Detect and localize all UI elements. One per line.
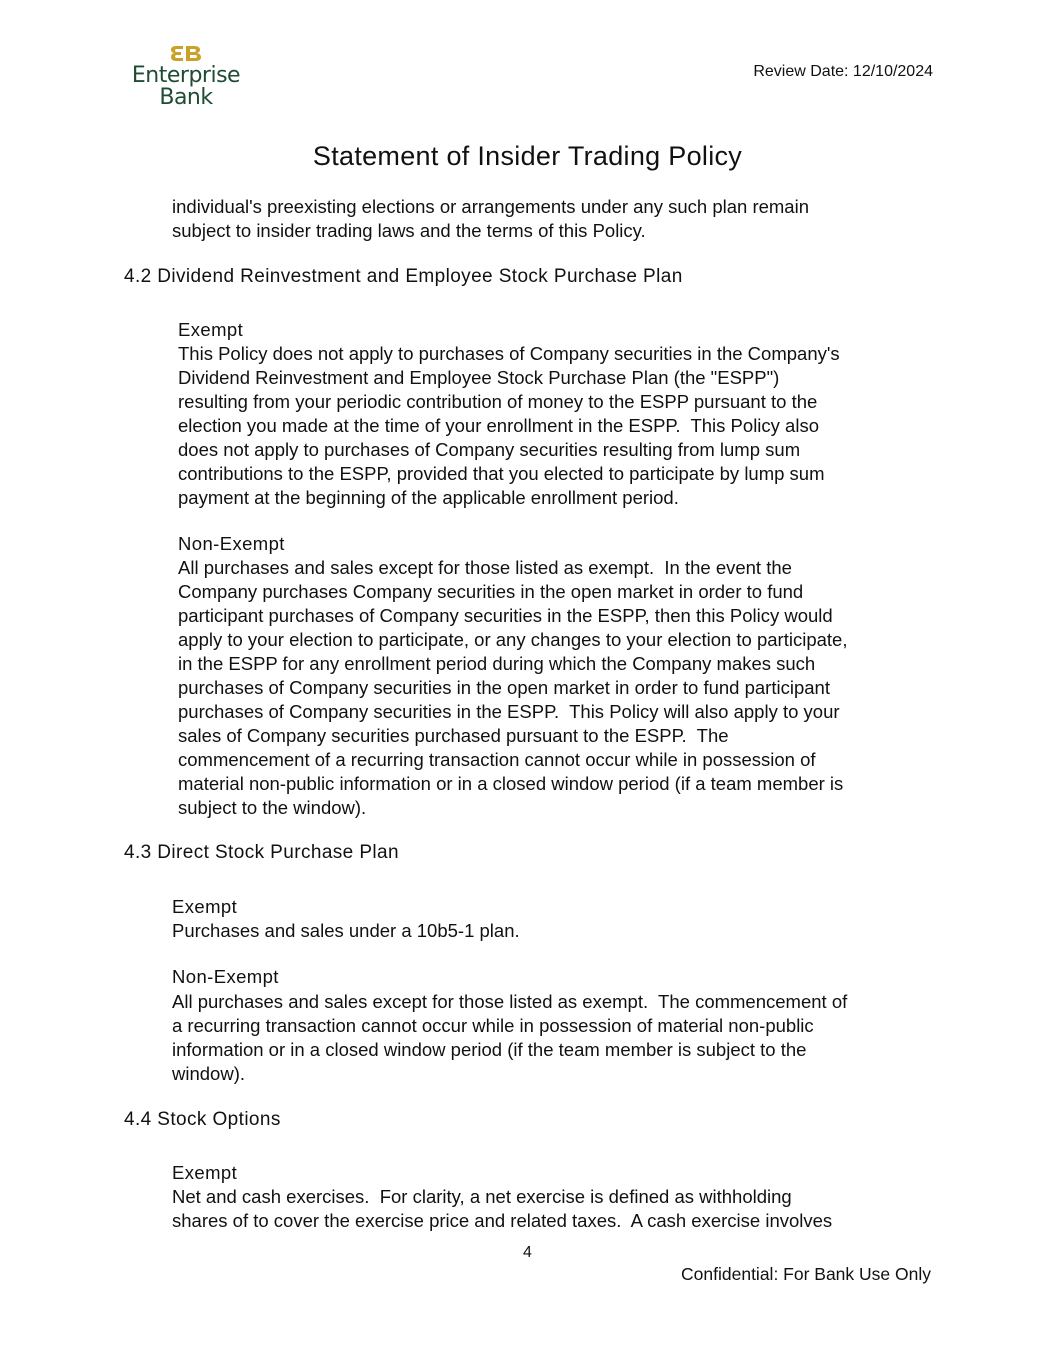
text-line: Dividend Reinvestment and Employee Stock Purchase Plan (the "ESPP") [178, 367, 780, 388]
text-line: election you made at the time of your enrollment in the ESPP. This Policy also [178, 415, 819, 436]
text-line: participant purchases of Company securities in the ESPP, then this Policy would [178, 605, 833, 626]
text-line: individual's preexisting elections or arrangements under any such plan remain [172, 196, 809, 217]
text-line: subject to the window). [178, 797, 367, 818]
text-line: in the ESPP for any enrollment period during which the Company makes such [178, 653, 816, 674]
page-title: Statement of Insider Trading Policy [312, 141, 743, 171]
text-line: All purchases and sales except for those listed as exempt. In the event the [178, 557, 792, 578]
text-line: This Policy does not apply to purchases of Company securities in the Company's [178, 343, 840, 364]
page-number: 4 [523, 1244, 532, 1261]
text-line: purchases of Company securities in the ESPP. This Policy will also apply to your [178, 701, 840, 722]
text-line: shares of to cover the exercise price and related taxes. A cash exercise involves [172, 1210, 833, 1231]
text-line: Net and cash exercises. For clarity, a net exercise is defined as withholding [172, 1186, 792, 1207]
text-line: information or in a closed window period (if the team member is subject to the [172, 1039, 807, 1060]
eb-monogram-icon [168, 43, 204, 63]
text-line: a recurring transaction cannot occur while in possession of material non-public [172, 1015, 814, 1036]
section-4-3-heading: 4.3 Direct Stock Purchase Plan [124, 842, 399, 863]
section-4-3-nonexempt-paragraph [172, 990, 847, 1086]
text-line: does not apply to purchases of Company securities resulting from lump sum [178, 439, 801, 460]
section-4-2-heading: 4.2 Dividend Reinvestment and Employee Stock Purchase Plan [124, 266, 683, 287]
section-4-3-nonexempt-label: Non-Exempt [172, 966, 279, 987]
section-4-2-exempt-label: Exempt [178, 319, 244, 340]
logo-line-enterprise: Enterprise [131, 63, 241, 88]
text-line: apply to your election to participate, or any changes to your election to participate, [178, 629, 848, 650]
confidential-notice: Confidential: For Bank Use Only [681, 1264, 931, 1284]
text-line: Company purchases Company securities in the open market in order to fund [178, 581, 804, 602]
section-4-2-exempt-paragraph [178, 342, 840, 510]
section-4-3-exempt-label: Exempt [172, 896, 238, 917]
logo-line-bank: Bank [159, 85, 213, 110]
text-line: All purchases and sales except for those listed as exempt. The commencement of [172, 991, 848, 1012]
text-line: material non-public information or in a closed window period (if a team member is [178, 773, 844, 794]
text-line: contributions to the ESPP, provided that you elected to participate by lump sum [178, 463, 825, 484]
text-line: Purchases and sales under a 10b5-1 plan. [172, 920, 520, 941]
section-4-4-exempt-label: Exempt [172, 1162, 238, 1183]
section-4-2-nonexempt-label: Non-Exempt [178, 533, 285, 554]
text-line: commencement of a recurring transaction cannot occur while in possession of [178, 749, 816, 770]
intro-paragraph [172, 195, 809, 243]
text-line: sales of Company securities purchased pursuant to the ESPP. The [178, 725, 729, 746]
section-4-2-nonexempt-paragraph [178, 556, 847, 820]
review-date: Review Date: 12/10/2024 [753, 63, 933, 80]
text-line: window). [172, 1063, 245, 1084]
text-line: resulting from your periodic contribution of money to the ESPP pursuant to the [178, 391, 818, 412]
text-line: purchases of Company securities in the open market in order to fund participant [178, 677, 830, 698]
text-line: subject to insider trading laws and the terms of this Policy. [172, 220, 646, 241]
text-line: payment at the beginning of the applicable enrollment period. [178, 487, 679, 508]
section-4-4-heading: 4.4 Stock Options [124, 1109, 281, 1130]
section-4-3-exempt-paragraph [172, 919, 520, 943]
enterprise-bank-logo [127, 43, 245, 109]
section-4-4-exempt-paragraph [172, 1185, 832, 1233]
